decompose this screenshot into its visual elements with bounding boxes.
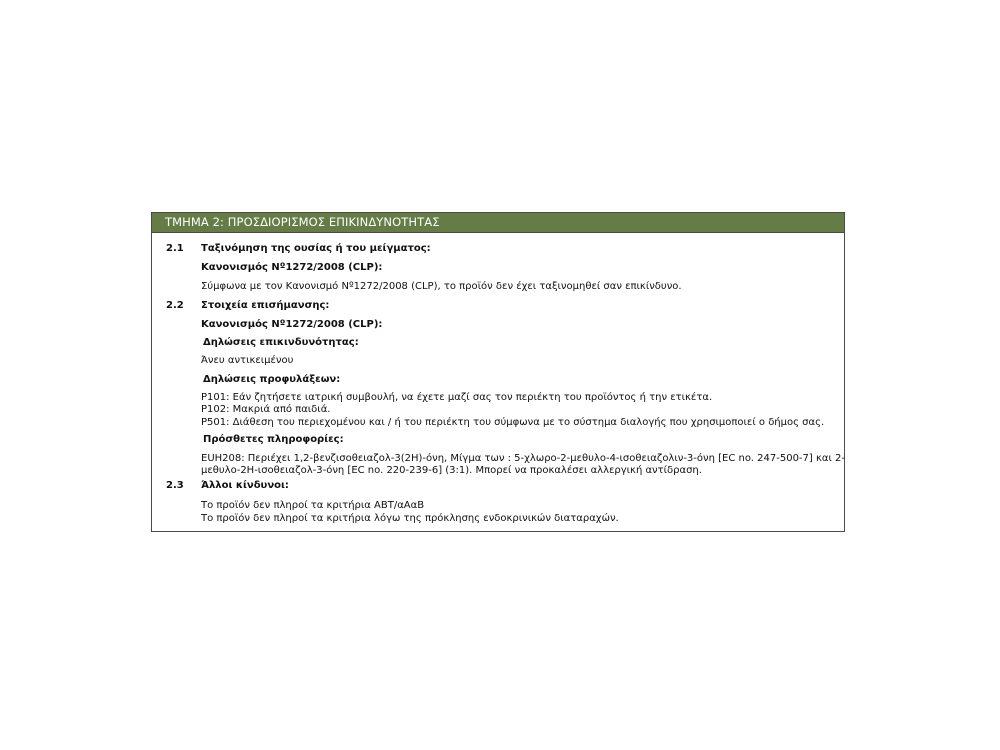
section-2-2-regulation: Κανονισμός Nº1272/2008 (CLP): <box>201 319 383 330</box>
hazard-statements-heading: Δηλώσεις επικινδυνότητας: <box>203 337 359 348</box>
section-2-3-number: 2.3 <box>166 480 184 491</box>
precaution-statements-heading: Δηλώσεις προφυλάξεων: <box>203 374 341 385</box>
section-2-1-text: Σύμφωνα με τον Κανονισμό Nº1272/2008 (CLP), το προϊόν δεν έχει ταξινομηθεί σαν επικίνδυνο. <box>201 281 682 292</box>
other-hazards-line-1: Το προϊόν δεν πληροί τα κριτήρια ΑΒΤ/αΑαΒ <box>201 500 425 511</box>
precaution-p101: P101: Εάν ζητήσετε ιατρική συμβουλή, να έχετε μαζί σας τον περιέκτη του προϊόντος ή την ετικέτα. <box>201 392 713 403</box>
section-2-1-heading: Ταξινόμηση της ουσίας ή του μείγματος: <box>201 243 431 254</box>
other-hazards-line-2: Το προϊόν δεν πληροί τα κριτήρια λόγω της πρόκλησης ενδοκρινικών διαταραχών. <box>201 513 619 524</box>
section-2-2-number: 2.2 <box>166 300 184 311</box>
additional-info-line-1: EUH208: Περιέχει 1,2-βενζισοθειαζολ-3(2H)-όνη, Μίγμα των : 5-χλωρο-2-μεθυλο-4-ισοθειαζολιν-3-όνη [EC no. 247-500-7] και 2- <box>201 453 845 464</box>
section-2-1-number: 2.1 <box>166 243 184 254</box>
section-2-box <box>151 212 845 532</box>
precaution-p102: P102: Μακριά από παιδιά. <box>201 404 331 415</box>
additional-info-heading: Πρόσθετες πληροφορίες: <box>203 434 344 445</box>
additional-info-line-2: μεθυλο-2H-ισοθειαζολ-3-όνη [EC no. 220-239-6] (3:1). Μπορεί να προκαλέσει αλλεργική αντίδραση. <box>201 465 702 476</box>
precaution-p501: P501: Διάθεση του περιεχομένου και / ή του περιέκτη του σύμφωνα με το σύστημα διαλογής που χρησιμοποιεί ο δήμος σας. <box>201 417 825 428</box>
section-2-2-heading: Στοιχεία επισήμανσης: <box>201 300 330 311</box>
section-title: ΤΜΗΜΑ 2: ΠΡΟΣΔΙΟΡΙΣΜΟΣ ΕΠΙΚΙΝΔΥΝΟΤΗΤΑΣ <box>152 213 844 233</box>
section-2-3-heading: Άλλοι κίνδυνοι: <box>201 480 289 491</box>
hazard-statements-text: Άνευ αντικειμένου <box>201 355 294 366</box>
section-2-1-regulation: Κανονισμός Nº1272/2008 (CLP): <box>201 262 383 273</box>
